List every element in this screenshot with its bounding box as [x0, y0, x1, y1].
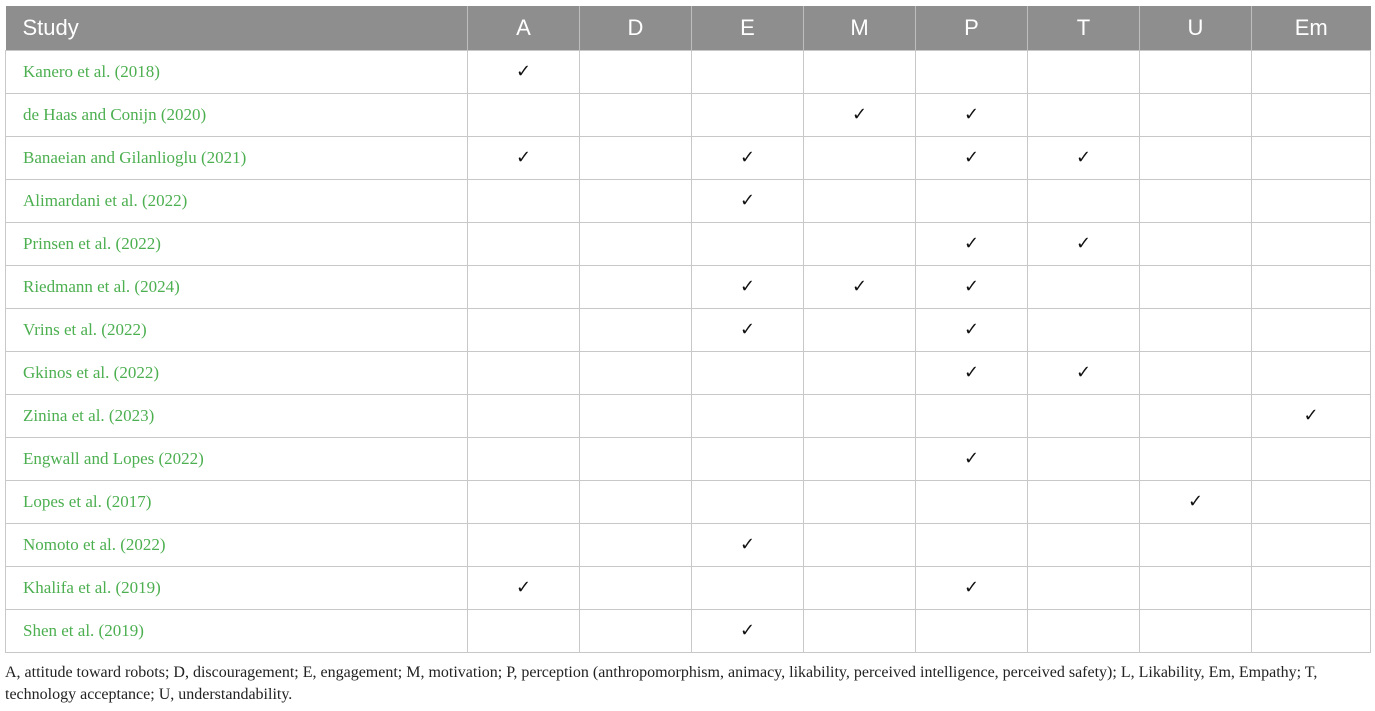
check-cell — [580, 480, 692, 523]
check-cell — [1252, 308, 1371, 351]
check-cell — [468, 609, 580, 652]
check-cell — [1140, 265, 1252, 308]
check-cell — [468, 437, 580, 480]
check-cell — [468, 265, 580, 308]
check-cell — [580, 566, 692, 609]
study-link[interactable]: Prinsen et al. (2022) — [6, 222, 468, 265]
check-cell — [692, 50, 804, 93]
check-cell: ✓ — [468, 50, 580, 93]
check-cell — [1028, 523, 1140, 566]
check-cell — [1140, 50, 1252, 93]
study-link[interactable]: Zinina et al. (2023) — [6, 394, 468, 437]
check-cell — [468, 351, 580, 394]
study-table-container — [5, 6, 1370, 653]
check-cell — [804, 609, 916, 652]
column-header-em: Em — [1252, 6, 1371, 50]
check-cell: ✓ — [916, 351, 1028, 394]
study-link[interactable]: Alimardani et al. (2022) — [6, 179, 468, 222]
table-row — [6, 351, 1371, 394]
check-cell — [1252, 179, 1371, 222]
column-header-e: E — [692, 6, 804, 50]
table-row — [6, 93, 1371, 136]
check-cell — [916, 394, 1028, 437]
column-header-m: M — [804, 6, 916, 50]
table-row — [6, 394, 1371, 437]
check-cell — [1140, 136, 1252, 179]
check-cell — [580, 179, 692, 222]
check-cell — [580, 394, 692, 437]
check-cell — [804, 523, 916, 566]
study-link[interactable]: Banaeian and Gilanlioglu (2021) — [6, 136, 468, 179]
check-cell — [1028, 609, 1140, 652]
check-cell — [1252, 609, 1371, 652]
check-cell — [804, 480, 916, 523]
check-cell — [468, 222, 580, 265]
check-cell — [580, 351, 692, 394]
check-cell — [1252, 222, 1371, 265]
check-cell — [468, 394, 580, 437]
study-link[interactable]: de Haas and Conijn (2020) — [6, 93, 468, 136]
check-cell: ✓ — [468, 566, 580, 609]
check-cell — [692, 437, 804, 480]
study-link[interactable]: Kanero et al. (2018) — [6, 50, 468, 93]
check-cell — [468, 523, 580, 566]
check-cell: ✓ — [692, 523, 804, 566]
check-cell: ✓ — [916, 308, 1028, 351]
check-cell — [1140, 394, 1252, 437]
study-link[interactable]: Riedmann et al. (2024) — [6, 265, 468, 308]
check-cell: ✓ — [916, 136, 1028, 179]
check-cell: ✓ — [692, 265, 804, 308]
check-cell: ✓ — [1028, 351, 1140, 394]
check-cell — [1140, 437, 1252, 480]
study-link[interactable]: Lopes et al. (2017) — [6, 480, 468, 523]
check-cell — [580, 609, 692, 652]
check-cell — [1140, 93, 1252, 136]
check-cell: ✓ — [916, 222, 1028, 265]
check-cell — [1140, 351, 1252, 394]
check-cell: ✓ — [916, 437, 1028, 480]
check-cell — [580, 523, 692, 566]
check-cell: ✓ — [468, 136, 580, 179]
study-link[interactable]: Engwall and Lopes (2022) — [6, 437, 468, 480]
check-cell — [580, 222, 692, 265]
check-cell: ✓ — [1028, 136, 1140, 179]
check-cell — [804, 179, 916, 222]
check-cell — [580, 50, 692, 93]
table-row — [6, 609, 1371, 652]
check-cell — [1028, 480, 1140, 523]
check-cell — [468, 308, 580, 351]
check-cell: ✓ — [692, 179, 804, 222]
check-cell — [804, 437, 916, 480]
study-measures-table — [5, 6, 1371, 653]
table-row — [6, 179, 1371, 222]
column-header-d: D — [580, 6, 692, 50]
check-cell: ✓ — [1252, 394, 1371, 437]
check-cell — [1252, 50, 1371, 93]
check-cell — [1252, 566, 1371, 609]
check-cell — [804, 308, 916, 351]
check-cell — [692, 93, 804, 136]
check-cell: ✓ — [916, 265, 1028, 308]
check-cell — [916, 179, 1028, 222]
table-row — [6, 480, 1371, 523]
study-link[interactable]: Vrins et al. (2022) — [6, 308, 468, 351]
check-cell: ✓ — [1028, 222, 1140, 265]
check-cell — [804, 351, 916, 394]
check-cell — [1140, 308, 1252, 351]
check-cell — [916, 523, 1028, 566]
check-cell — [1028, 265, 1140, 308]
check-cell — [1252, 265, 1371, 308]
check-cell — [1140, 222, 1252, 265]
check-cell — [580, 136, 692, 179]
check-cell: ✓ — [916, 566, 1028, 609]
check-cell — [580, 437, 692, 480]
check-cell — [1140, 179, 1252, 222]
check-cell — [692, 566, 804, 609]
check-cell — [468, 179, 580, 222]
check-cell — [916, 50, 1028, 93]
check-cell: ✓ — [804, 93, 916, 136]
check-cell — [1252, 480, 1371, 523]
study-link[interactable]: Khalifa et al. (2019) — [6, 566, 468, 609]
check-cell — [1252, 93, 1371, 136]
check-cell — [580, 265, 692, 308]
check-cell: ✓ — [692, 609, 804, 652]
check-cell — [1028, 437, 1140, 480]
table-row — [6, 222, 1371, 265]
study-link[interactable]: Shen et al. (2019) — [6, 609, 468, 652]
column-header-a: A — [468, 6, 580, 50]
table-row — [6, 136, 1371, 179]
check-cell — [916, 609, 1028, 652]
check-cell — [692, 394, 804, 437]
check-cell — [804, 136, 916, 179]
check-cell — [1140, 566, 1252, 609]
check-cell — [580, 308, 692, 351]
check-cell — [468, 93, 580, 136]
check-cell — [580, 93, 692, 136]
check-cell: ✓ — [1140, 480, 1252, 523]
check-cell — [692, 480, 804, 523]
check-cell — [804, 222, 916, 265]
check-cell — [1252, 523, 1371, 566]
column-header-t: T — [1028, 6, 1140, 50]
check-cell: ✓ — [692, 136, 804, 179]
check-cell — [692, 351, 804, 394]
check-cell: ✓ — [804, 265, 916, 308]
table-footnote: A, attitude toward robots; D, discouragement; E, engagement; M, motivation; P, perception (anthropomorphism, animacy, likability, perceived intelligence, perceived safety); L, Likability, Em, Empathy; T, technology acceptance; U, understandability. — [5, 664, 1318, 703]
check-cell — [1028, 308, 1140, 351]
check-cell — [916, 480, 1028, 523]
table-row — [6, 437, 1371, 480]
table-row — [6, 523, 1371, 566]
check-cell — [1252, 351, 1371, 394]
check-cell — [468, 480, 580, 523]
table-row — [6, 308, 1371, 351]
check-cell: ✓ — [692, 308, 804, 351]
check-cell — [1140, 609, 1252, 652]
table-row — [6, 265, 1371, 308]
check-cell — [1028, 93, 1140, 136]
check-cell — [692, 222, 804, 265]
column-header-p: P — [916, 6, 1028, 50]
study-link[interactable]: Nomoto et al. (2022) — [6, 523, 468, 566]
check-cell — [1028, 179, 1140, 222]
check-cell — [804, 50, 916, 93]
check-cell — [1028, 50, 1140, 93]
check-cell: ✓ — [916, 93, 1028, 136]
check-cell — [804, 566, 916, 609]
check-cell — [1252, 136, 1371, 179]
check-cell — [1028, 394, 1140, 437]
check-cell — [804, 394, 916, 437]
column-header-u: U — [1140, 6, 1252, 50]
table-row — [6, 50, 1371, 93]
column-header-study: Study — [22, 14, 79, 40]
check-cell — [1140, 523, 1252, 566]
study-link[interactable]: Gkinos et al. (2022) — [6, 351, 468, 394]
check-cell — [1028, 566, 1140, 609]
table-header-row — [6, 6, 1371, 50]
table-row — [6, 566, 1371, 609]
check-cell — [1252, 437, 1371, 480]
